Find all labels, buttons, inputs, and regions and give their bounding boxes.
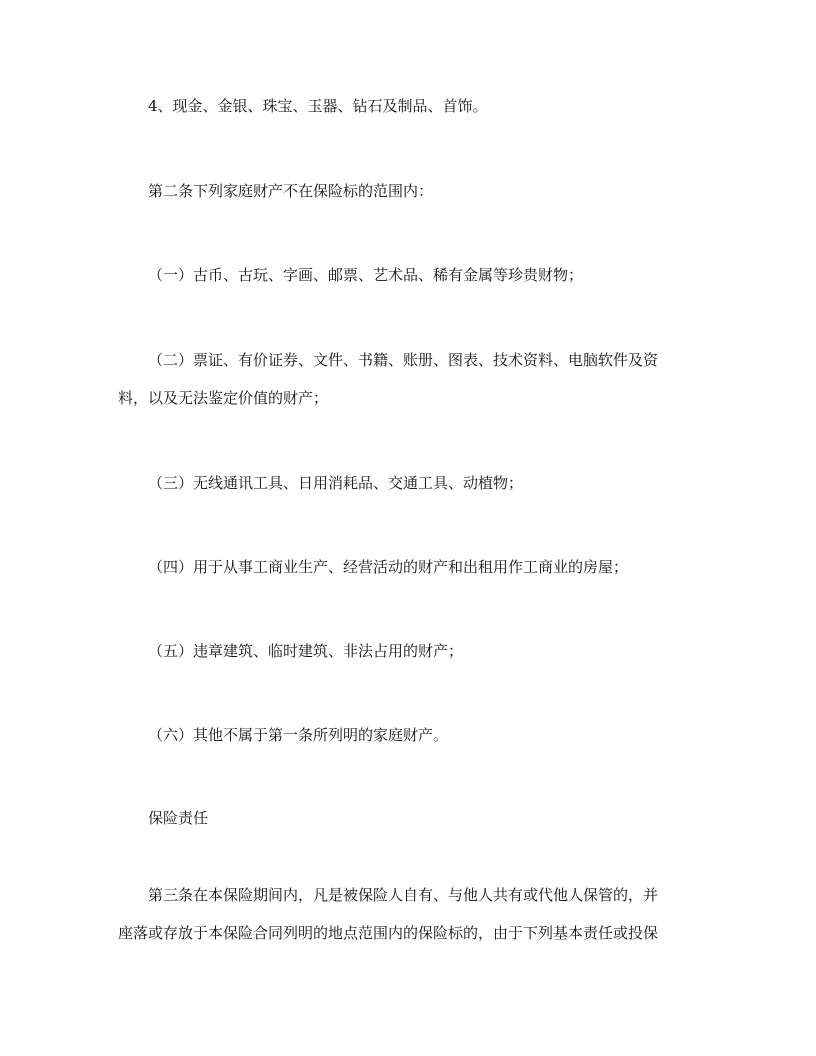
text-line: 第二条下列家庭财产不在保险标的范围内： <box>148 182 434 200</box>
text-line: 料，以及无法鉴定价值的财产； <box>118 389 329 407</box>
text-line: （一）古币、古玩、字画、邮票、艺术品、稀有金属等珍贵财物； <box>148 266 584 284</box>
text-line: 座落或存放于本保险合同列明的地点范围内的保险标的，由于下列基本责任或投保 <box>118 924 659 942</box>
paragraph-item-4 <box>118 87 700 125</box>
paragraph-clause-5 <box>118 632 700 670</box>
text-line: （五）违章建筑、临时建筑、非法占用的财产； <box>148 642 464 660</box>
paragraph-clause-1 <box>118 256 700 294</box>
paragraph-clause-4 <box>118 548 700 586</box>
text-line: 第三条在本保险期间内，凡是被保险人自有、与他人共有或代他人保管的，并 <box>148 886 659 904</box>
text-line: 4、现金、金银、珠宝、玉器、钻石及制品、首饰。 <box>148 97 488 115</box>
text-line: （六）其他不属于第一条所列明的家庭财产。 <box>148 726 449 744</box>
paragraph-article-3 <box>118 876 700 952</box>
text-line: 保险责任 <box>148 809 209 827</box>
paragraph-clause-3 <box>118 464 700 502</box>
text-line: （二）票证、有价证券、文件、书籍、账册、图表、技术资料、电脑软件及资 <box>148 351 659 369</box>
section-heading-insurance-liability <box>118 799 700 837</box>
paragraph-article-2 <box>118 172 700 210</box>
paragraph-clause-2 <box>118 341 700 417</box>
text-line: （三）无线通讯工具、日用消耗品、交通工具、动植物； <box>148 474 524 492</box>
paragraph-clause-6 <box>118 716 700 754</box>
text-line: （四）用于从事工商业生产、经营活动的财产和出租用作工商业的房屋； <box>148 558 629 576</box>
